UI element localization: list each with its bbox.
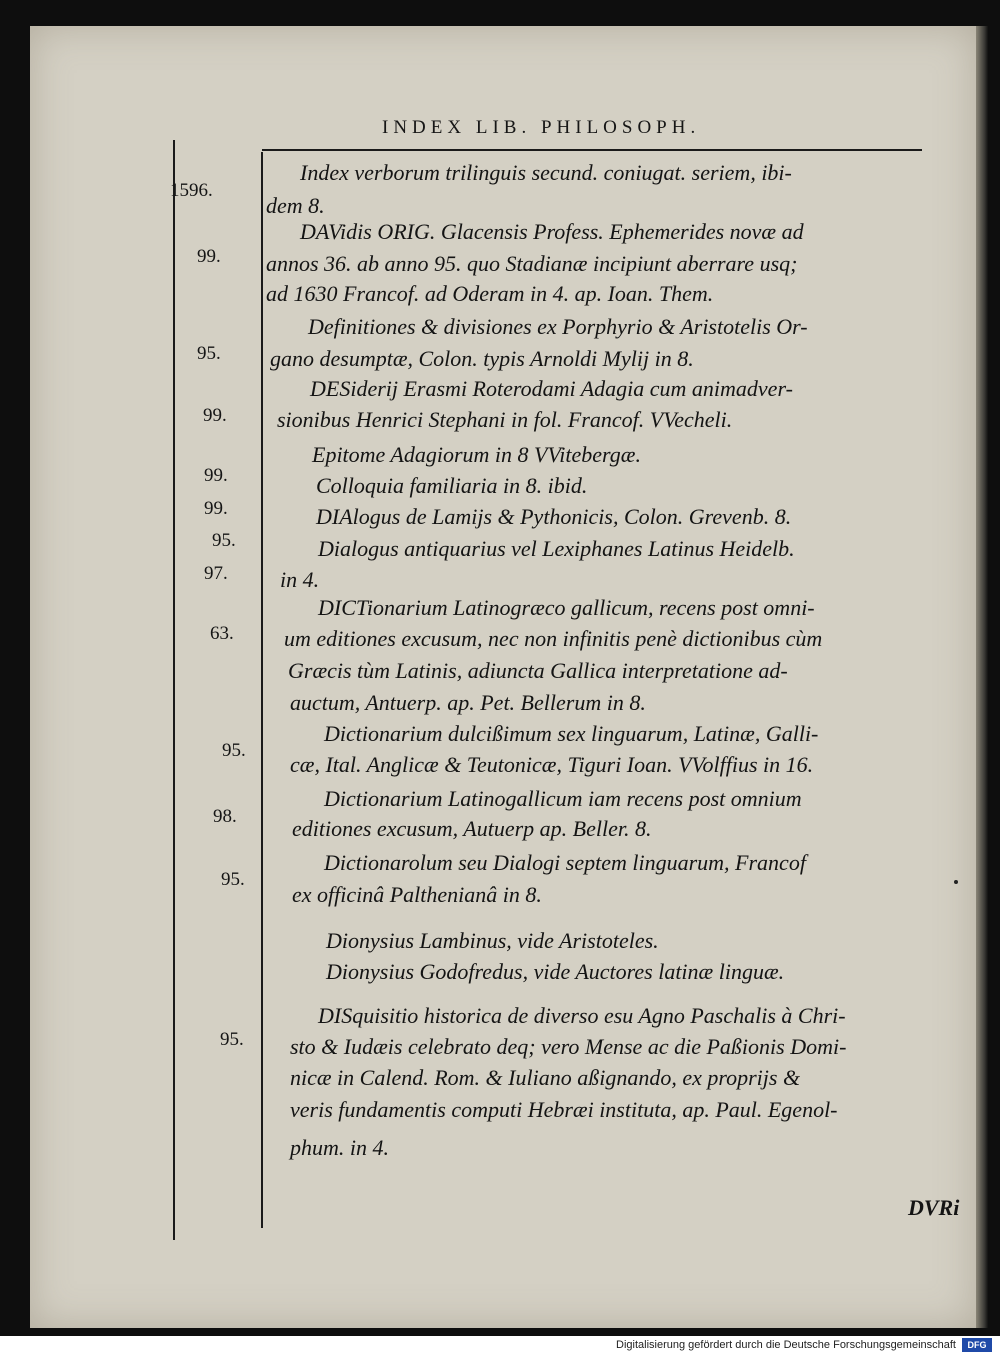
entry-line: nicæ in Calend. Rom. & Iuliano aßignando, ex proprijs &	[290, 1065, 801, 1090]
ink-dot	[954, 880, 958, 884]
entry-line: DIAlogus de Lamijs & Pythonicis, Colon. Grevenb. 8.	[316, 504, 792, 529]
year-label: 99.	[204, 465, 228, 486]
year-label: 95.	[222, 740, 246, 761]
footer-bar	[0, 1336, 1000, 1355]
entry-line: auctum, Antuerp. ap. Pet. Bellerum in 8.	[290, 690, 646, 715]
year-column-left-rule	[173, 140, 175, 1240]
year-label: 99.	[197, 246, 221, 267]
entry-line: um editiones excusum, nec non infinitis penè dictionibus cùm	[284, 626, 823, 651]
year-label: 95.	[212, 530, 236, 551]
entry-line: DICTionarium Latinogræco gallicum, recens post omni-	[318, 595, 815, 620]
dfg-logo: DFG	[962, 1338, 992, 1352]
entry-line: veris fundamentis computi Hebræi instituta, ap. Paul. Egenol-	[290, 1097, 838, 1122]
entry-line: phum. in 4.	[290, 1135, 389, 1160]
year-column-right-rule	[261, 152, 263, 1228]
year-label: 99.	[203, 405, 227, 426]
header-rule	[262, 149, 922, 151]
year-label: 95.	[220, 1029, 244, 1050]
entry-line: dem 8.	[266, 193, 325, 218]
year-label: 1596.	[170, 180, 213, 201]
entry-line: annos 36. ab anno 95. quo Stadianæ incipiunt aberrare usq;	[266, 251, 798, 276]
entry-line: ad 1630 Francof. ad Oderam in 4. ap. Ioan. Them.	[266, 281, 714, 306]
entry-line: cæ, Ital. Anglicæ & Teutonicæ, Tiguri Ioan. VVolffius in 16.	[290, 752, 814, 777]
entry-line: Dionysius Lambinus, vide Aristoteles.	[326, 928, 659, 953]
entry-line: gano desumptæ, Colon. typis Arnoldi Mylij in 8.	[270, 346, 694, 371]
entry-line: DESiderij Erasmi Roterodami Adagia cum animadver-	[310, 376, 793, 401]
year-label: 97.	[204, 563, 228, 584]
year-label: 98.	[213, 806, 237, 827]
entry-line: sionibus Henrici Stephani in fol. Francof. VVecheli.	[277, 407, 733, 432]
entry-line: Index verborum trilinguis secund. coniugat. seriem, ibi-	[300, 160, 792, 185]
entry-line: Dictionarium Latinogallicum iam recens post omnium	[324, 786, 802, 811]
year-label: 63.	[210, 623, 234, 644]
entry-line: Dionysius Godofredus, vide Auctores latinæ linguæ.	[326, 959, 785, 984]
entry-line: sto & Iudæis celebrato deq; vero Mense ac die Paßionis Domi-	[290, 1034, 847, 1059]
running-header: INDEX LIB. PHILOSOPH.	[382, 117, 701, 138]
year-label: 99.	[204, 498, 228, 519]
entry-line: DAVidis ORIG. Glacensis Profess. Ephemerides novæ ad	[300, 219, 804, 244]
entry-line: Græcis tùm Latinis, adiuncta Gallica interpretatione ad-	[288, 658, 788, 683]
entry-line: ex officinâ Palthenianâ in 8.	[292, 882, 542, 907]
entry-line: editiones excusum, Autuerp ap. Beller. 8.	[292, 816, 652, 841]
entry-line: Epitome Adagiorum in 8 VVitebergæ.	[312, 442, 641, 467]
catchword: DVRi	[908, 1195, 960, 1220]
entry-line: Colloquia familiaria in 8. ibid.	[316, 473, 588, 498]
year-label: 95.	[221, 869, 245, 890]
entry-line: DISquisitio historica de diverso esu Agno Paschalis à Chri-	[318, 1003, 846, 1028]
entry-line: in 4.	[280, 567, 320, 592]
entry-line: Dictionarolum seu Dialogi septem linguarum, Francof	[324, 850, 806, 875]
footer-credit: Digitalisierung gefördert durch die Deutsche Forschungsgemeinschaft	[616, 1339, 956, 1351]
entry-line: Dictionarium dulcißimum sex linguarum, Latinæ, Galli-	[324, 721, 819, 746]
entry-line: Definitiones & divisiones ex Porphyrio & Aristotelis Or-	[308, 314, 808, 339]
page-edge	[976, 26, 988, 1328]
year-label: 95.	[197, 343, 221, 364]
entry-line: Dialogus antiquarius vel Lexiphanes Latinus Heidelb.	[318, 536, 795, 561]
